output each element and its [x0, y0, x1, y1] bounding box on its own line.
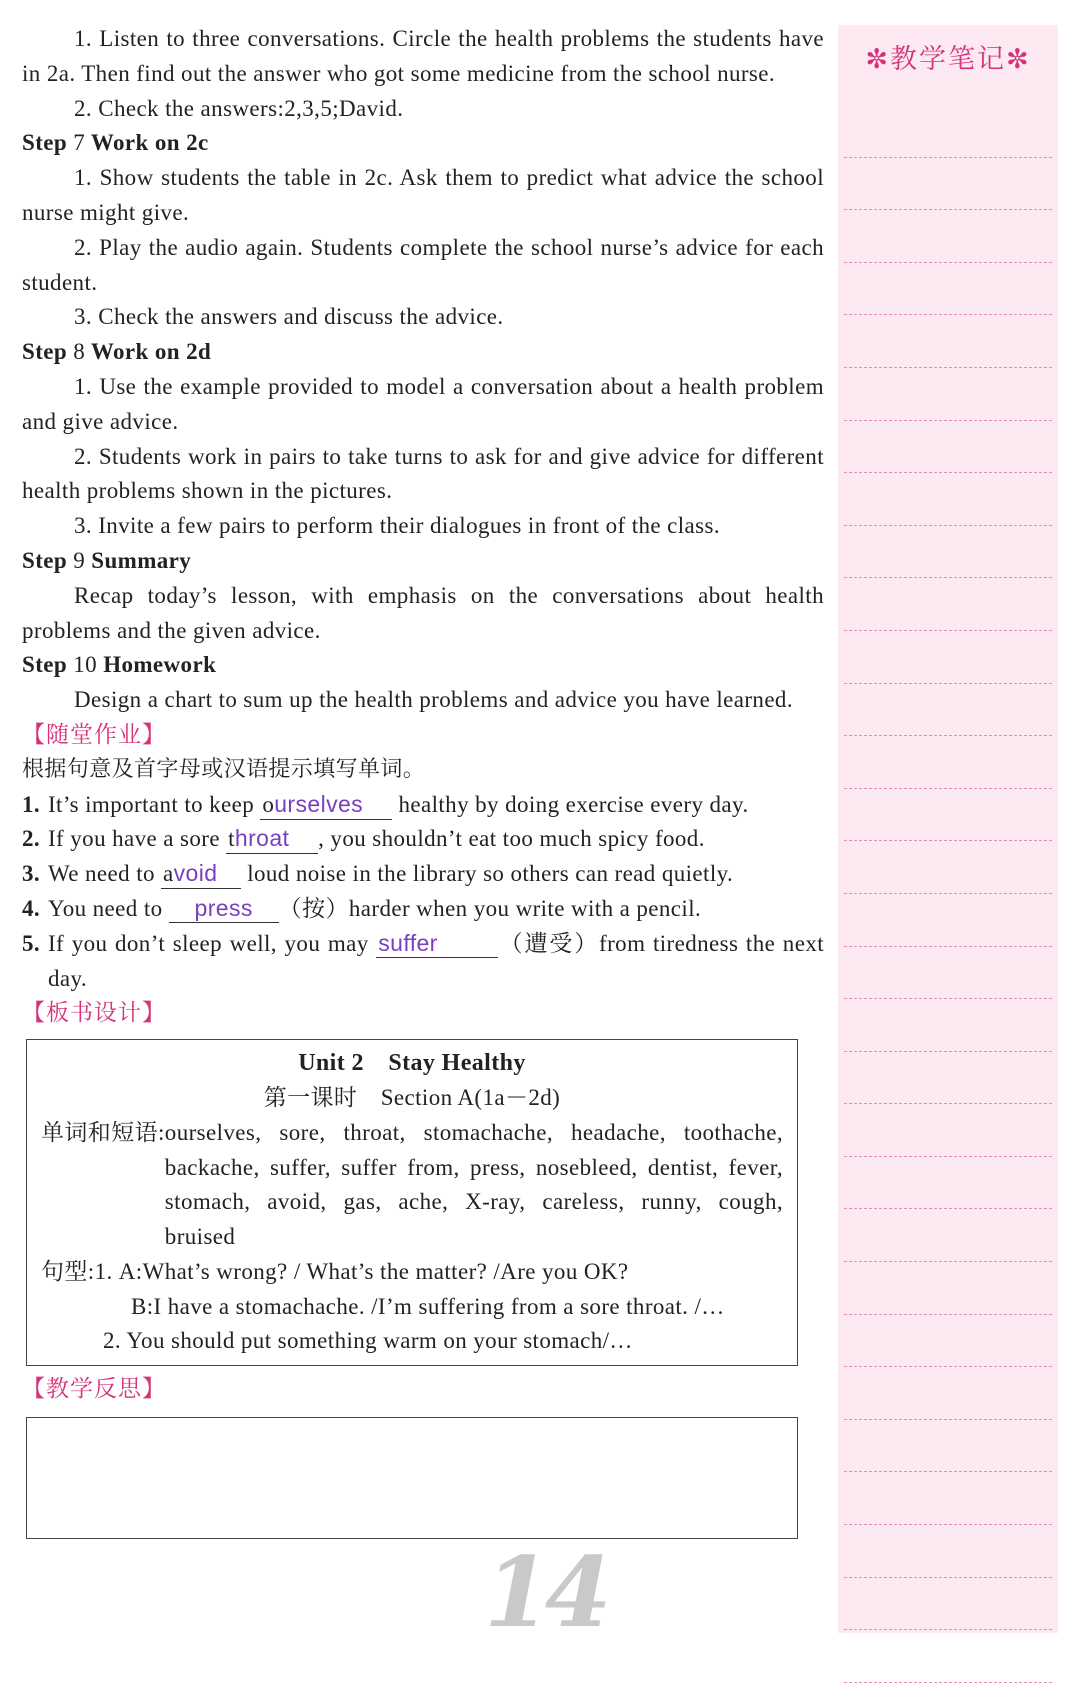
step-10-heading: [22, 648, 824, 683]
step-title: Work on 2c: [90, 130, 209, 156]
step-8-item: 3. Invite a few pairs to perform their dialogues in front of the class.: [74, 513, 721, 539]
note-line: [844, 473, 1052, 526]
step-title: Summary: [91, 547, 192, 573]
note-line: [844, 368, 1052, 421]
step-7-item: 2. Play the audio again. Students complete the school nurse’s advice for each student.: [22, 234, 824, 295]
exercise-number: 1.: [22, 791, 41, 817]
exercise-text-before: We need to: [48, 861, 162, 887]
exercise-number: 4.: [22, 895, 41, 921]
answer-text: press: [194, 894, 253, 921]
step-8-heading: [22, 335, 824, 370]
note-line: [844, 947, 1052, 1000]
note-line: [844, 421, 1052, 474]
answer-text: urselves: [274, 790, 364, 817]
board-title: Unit 2 Stay Healthy: [298, 1050, 526, 1077]
step-number: 9: [73, 547, 86, 573]
page-number: 14: [484, 1536, 606, 1649]
answer-blank: [226, 824, 318, 854]
answer-text: hroat: [234, 825, 290, 852]
intro-paragraph-2: 2. Check the answers:2,3,5;David.: [74, 95, 404, 121]
exercise-item: [22, 822, 824, 857]
note-line: [844, 1104, 1052, 1157]
step-number: 10: [73, 652, 98, 678]
vocab-row: [41, 1116, 783, 1255]
step-label: Step: [22, 652, 68, 678]
reflection-heading: 【教学反思】: [22, 1376, 166, 1403]
step-label: Step: [22, 339, 68, 365]
step-10-text: Design a chart to sum up the health problems and advice you have learned.: [74, 687, 793, 713]
step-title: Work on 2d: [90, 339, 212, 365]
exercise-text-before: If you don’t sleep well, you may: [48, 930, 377, 956]
exercise-sentence: [48, 892, 701, 927]
sentence-pattern-2: 2. You should put something warm on your stomach/…: [103, 1328, 633, 1354]
step-7-item: 1. Show students the table in 2c. Ask them to predict what advice the school nurse might give.: [22, 165, 824, 225]
note-line: [844, 210, 1052, 263]
board-design-box: [26, 1039, 798, 1366]
note-line: [844, 999, 1052, 1052]
answer-blank: [161, 859, 241, 889]
exercise-sentence: [48, 822, 705, 857]
exercise-text-before: If you have a sore: [48, 826, 227, 852]
note-line: [844, 263, 1052, 316]
board-design-heading: 【板书设计】: [22, 1000, 166, 1027]
step-7-item: 3. Check the answers and discuss the advice.: [74, 304, 504, 330]
note-line: [844, 1472, 1052, 1525]
note-line: [844, 315, 1052, 368]
step-9-heading: [22, 544, 824, 579]
note-line: [844, 1420, 1052, 1473]
note-line: [844, 631, 1052, 684]
homework-instruction: 根据句意及首字母或汉语提示填写单词。: [22, 756, 426, 782]
sentence-pattern-1b: B:I have a stomachache. /I’m suffering from a sore throat. /…: [131, 1293, 725, 1319]
note-line: [844, 105, 1052, 158]
exercise-item: [22, 857, 824, 892]
note-line: [844, 526, 1052, 579]
lesson-content: [22, 22, 824, 1539]
vocab-label: 单词和短语:: [41, 1119, 165, 1145]
answer-prefix: a: [163, 861, 174, 887]
step-7-heading: [22, 126, 824, 161]
note-line: [844, 1262, 1052, 1315]
pattern-text: 1. A:What’s wrong? / What’s the matter? /Are you OK?: [94, 1258, 629, 1284]
exercise-text-after: loud noise in the library so others can read quietly.: [241, 861, 734, 887]
answer-prefix: o: [262, 791, 275, 817]
exercise-text-after: （按）harder when you write with a pencil.: [278, 895, 702, 921]
note-line: [844, 158, 1052, 211]
note-line: [844, 1315, 1052, 1368]
step-number: 8: [73, 339, 86, 365]
reflection-box: [26, 1417, 798, 1539]
note-line: [844, 894, 1052, 947]
exercise-number: 5.: [22, 930, 41, 956]
answer-blank: [169, 894, 279, 923]
exercise-text-after: , you shouldn’t eat too much spicy food.: [318, 826, 705, 852]
notes-lines: [844, 105, 1052, 1683]
note-line: [844, 736, 1052, 789]
exercise-text-before: It’s important to keep: [48, 791, 261, 817]
note-line: [844, 789, 1052, 842]
exercise-item: [22, 892, 824, 927]
step-number: 7: [73, 130, 86, 156]
note-line: [844, 1052, 1052, 1105]
exercise-item: [22, 927, 824, 997]
pattern-label: 句型:: [41, 1258, 95, 1284]
exercise-number: 2.: [22, 826, 41, 852]
intro-paragraph-1: 1. Listen to three conversations. Circle the health problems the students have in 2a. Then find out the answer who got some medicine from the school nurse.: [22, 26, 824, 86]
answer-prefix: t: [228, 826, 235, 852]
exercise-number: 3.: [22, 861, 41, 887]
step-label: Step: [22, 547, 68, 573]
note-line: [844, 1367, 1052, 1420]
sentence-pattern-1a: [41, 1255, 783, 1290]
exercise-text-before: You need to: [48, 895, 169, 921]
exercise-sentence: [48, 857, 733, 892]
note-line: [844, 1630, 1052, 1683]
exercise-sentence: [48, 788, 749, 823]
step-9-text: Recap today’s lesson, with emphasis on the conversations about health problems and the given advice.: [22, 582, 824, 643]
vocab-list: ourselves, sore, throat, stomachache, headache, toothache, backache, suffer, suffer from, press, nosebleed, dentist, fever, stomach, avoid, gas, ache, X-ray, careless, runny, cough, bruised: [164, 1119, 783, 1250]
exercise-sentence: [48, 927, 824, 997]
note-line: [844, 1157, 1052, 1210]
notes-sidebar-title: ✼教学笔记✼: [865, 44, 1031, 75]
answer-text: void: [173, 860, 218, 887]
note-line: [844, 1525, 1052, 1578]
board-subtitle: 第一课时 Section A(1a－2d): [263, 1084, 561, 1110]
answer-text: suffer: [378, 929, 438, 956]
exercise-text-after: （遭受）from tiredness the next day.: [48, 930, 825, 991]
step-title: Homework: [103, 652, 217, 678]
note-line: [844, 841, 1052, 894]
note-line: [844, 578, 1052, 631]
note-line: [844, 1209, 1052, 1262]
exercise-text-after: healthy by doing exercise every day.: [392, 791, 749, 817]
answer-blank: [376, 929, 498, 958]
exercise-item: [22, 788, 824, 823]
homework-heading: 【随堂作业】: [22, 721, 166, 748]
answer-blank: [260, 790, 392, 820]
notes-sidebar: [838, 25, 1058, 1633]
step-8-item: 1. Use the example provided to model a conversation about a health problem and give advice.: [22, 373, 824, 434]
step-label: Step: [22, 130, 68, 156]
note-line: [844, 1578, 1052, 1631]
note-line: [844, 684, 1052, 737]
step-8-item: 2. Students work in pairs to take turns to ask for and give advice for different health problems shown in the pictures.: [22, 443, 824, 504]
